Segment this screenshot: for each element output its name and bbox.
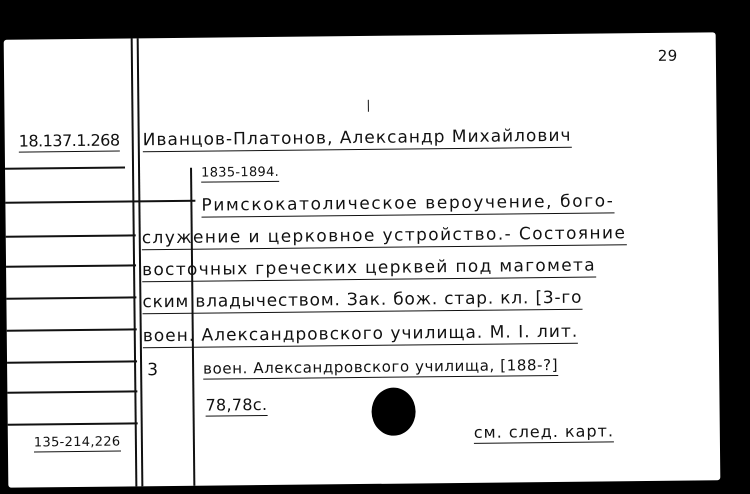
author-years: 1835-1894.	[201, 164, 280, 181]
catalog-card	[4, 32, 721, 487]
title-line-2: служение и церковное устройство.- Состояние	[141, 223, 627, 249]
rule-line	[7, 328, 137, 331]
rule-line	[7, 360, 137, 363]
shelfmark: 18.137.1.268	[18, 130, 120, 151]
title-line-3: восточных греческих церквей под магомета	[141, 255, 596, 281]
rule-line	[6, 264, 136, 267]
title-line-5: воен. Александровского училища. M. I. лит.	[142, 321, 579, 347]
rule-line	[6, 296, 136, 299]
tick-mark: |	[366, 97, 371, 112]
rule-line	[6, 234, 136, 237]
rule-line	[5, 166, 125, 169]
author-heading: Иванцов-Платонов, Александр Михайлович	[142, 125, 572, 151]
ink-blot	[371, 387, 416, 435]
title-line-1: Римскокатолическое вероучение, бого-	[201, 191, 615, 216]
margin-line	[131, 38, 138, 486]
pagination: 78,78c.	[205, 395, 268, 415]
see-next-card: см. след. карт.	[473, 421, 615, 442]
title-line-6: воен. Александровского училища, [188-?]	[203, 355, 559, 378]
rule-line	[7, 390, 137, 393]
rule-line	[8, 422, 138, 425]
title-line-4: ским владычеством. Зак. бож. стар. кл. [3-го	[142, 287, 583, 313]
line6-prefix: 3	[147, 360, 159, 381]
rule-line	[5, 200, 195, 204]
corner-number: 29	[657, 46, 678, 65]
bottom-code: 135-214,226	[33, 434, 121, 451]
